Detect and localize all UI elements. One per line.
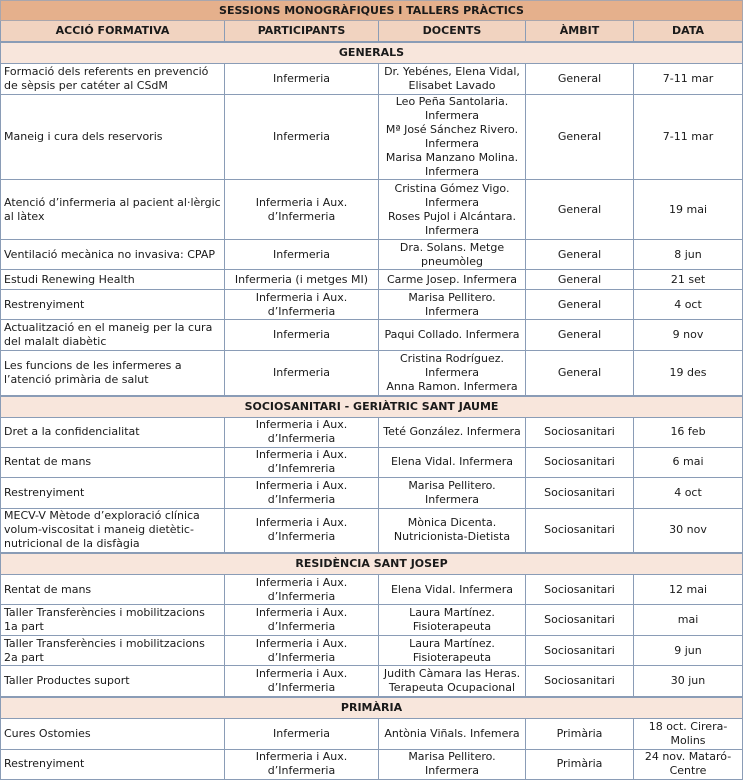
cell-data: 7-11 mar — [634, 95, 743, 180]
cell-ambit: Primària — [526, 718, 634, 749]
table-row — [1, 351, 743, 396]
cell-data: 18 oct. Cirera-Molins — [634, 718, 743, 749]
cell-docents: Elena Vidal. Infermera — [379, 447, 526, 477]
cell-participants: Infermeria i Aux. d’Infermeria — [225, 605, 379, 636]
cell-accio: Formació dels referents en prevenció de sèpsis per catéter al CSdM — [1, 64, 225, 95]
column-header-docents: DOCENTS — [379, 21, 526, 43]
cell-ambit: General — [526, 180, 634, 240]
section-title: GENERALS — [1, 42, 743, 64]
cell-participants: Infermeria i Aux. d’Infermeria — [225, 666, 379, 697]
cell-participants: Infermeria (i metges MI) — [225, 270, 379, 290]
cell-ambit: General — [526, 351, 634, 396]
cell-ambit: Sociosanitari — [526, 447, 634, 477]
cell-accio: MECV-V Mètode d’exploració clínica volum-viscositat i maneig dietètic-nutricional de la disfàgia — [1, 508, 225, 553]
section-title: RESIDÈNCIA SANT JOSEP — [1, 553, 743, 575]
table-body — [1, 42, 743, 779]
column-header-participants: PARTICIPANTS — [225, 21, 379, 43]
column-header-ambit: ÀMBIT — [526, 21, 634, 43]
cell-accio: Dret a la confidencialitat — [1, 417, 225, 447]
cell-participants: Infermeria — [225, 240, 379, 270]
cell-accio: Taller Productes suport — [1, 666, 225, 697]
cell-accio: Restrenyiment — [1, 749, 225, 779]
cell-data: 4 oct — [634, 477, 743, 508]
cell-ambit: Sociosanitari — [526, 605, 634, 636]
table-row — [1, 240, 743, 270]
cell-docents: Mònica Dicenta. Nutricionista-Dietista — [379, 508, 526, 553]
cell-data: 12 mai — [634, 575, 743, 605]
table-row — [1, 718, 743, 749]
table-row — [1, 417, 743, 447]
cell-data: 16 feb — [634, 417, 743, 447]
cell-accio: Les funcions de les infermeres a l’atenció primària de salut — [1, 351, 225, 396]
cell-participants: Infermeria i Aux. d’Infermeria — [225, 290, 379, 320]
cell-data: 9 nov — [634, 320, 743, 351]
section-header-row — [1, 396, 743, 418]
table-row — [1, 270, 743, 290]
table-row — [1, 508, 743, 553]
cell-accio: Restrenyiment — [1, 477, 225, 508]
table-row — [1, 95, 743, 180]
cell-docents: Dra. Solans. Metge pneumòleg — [379, 240, 526, 270]
table-row — [1, 290, 743, 320]
cell-docents: Dr. Yebénes, Elena Vidal, Elisabet Lavado — [379, 64, 526, 95]
cell-docents: Paqui Collado. Infermera — [379, 320, 526, 351]
cell-accio: Cures Ostomies — [1, 718, 225, 749]
table-title: SESSIONS MONOGRÀFIQUES I TALLERS PRÀCTICS — [1, 1, 743, 21]
table-row — [1, 447, 743, 477]
cell-data: 19 mai — [634, 180, 743, 240]
cell-docents: Elena Vidal. Infermera — [379, 575, 526, 605]
cell-accio: Taller Transferències i mobilitzacions 1a part — [1, 605, 225, 636]
cell-participants: Infermeria i Aux. d’Infermeria — [225, 749, 379, 779]
cell-data: 24 nov. Mataró-Centre — [634, 749, 743, 779]
cell-data: 21 set — [634, 270, 743, 290]
cell-data: 9 jun — [634, 636, 743, 666]
column-header-data: DATA — [634, 21, 743, 43]
cell-docents: Leo Peña Santolaria. Infermera Mª José Sánchez Rivero. Infermera Marisa Manzano Molina. Infermera — [379, 95, 526, 180]
section-header-row — [1, 697, 743, 719]
table-title-row — [1, 1, 743, 21]
section-header-row — [1, 553, 743, 575]
table-row — [1, 575, 743, 605]
cell-participants: Infermeria — [225, 718, 379, 749]
cell-docents: Cristina Rodríguez. Infermera Anna Ramon. Infermera — [379, 351, 526, 396]
table-row — [1, 636, 743, 666]
cell-participants: Infermeria — [225, 64, 379, 95]
table-row — [1, 180, 743, 240]
cell-docents: Laura Martínez. Fisioterapeuta — [379, 605, 526, 636]
cell-accio: Estudi Renewing Health — [1, 270, 225, 290]
cell-accio: Ventilació mecànica no invasiva: CPAP — [1, 240, 225, 270]
cell-accio: Rentat de mans — [1, 447, 225, 477]
cell-ambit: General — [526, 95, 634, 180]
table-row — [1, 320, 743, 351]
cell-data: 4 oct — [634, 290, 743, 320]
cell-ambit: Primària — [526, 749, 634, 779]
cell-ambit: General — [526, 320, 634, 351]
column-header-row — [1, 21, 743, 43]
cell-data: 30 nov — [634, 508, 743, 553]
cell-docents: Marisa Pellitero. Infermera — [379, 290, 526, 320]
cell-data: 8 jun — [634, 240, 743, 270]
cell-participants: Infermeria i Aux. d’Infermeria — [225, 180, 379, 240]
cell-accio: Taller Transferències i mobilitzacions 2a part — [1, 636, 225, 666]
cell-ambit: Sociosanitari — [526, 477, 634, 508]
cell-ambit: General — [526, 290, 634, 320]
cell-docents: Marisa Pellitero. Infermera — [379, 477, 526, 508]
cell-participants: Infermeria i Aux. d’Infemreria — [225, 447, 379, 477]
cell-participants: Infermeria i Aux. d’Infermeria — [225, 508, 379, 553]
section-header-row — [1, 42, 743, 64]
cell-data: 7-11 mar — [634, 64, 743, 95]
cell-docents: Carme Josep. Infermera — [379, 270, 526, 290]
cell-participants: Infermeria i Aux. d’Infermeria — [225, 575, 379, 605]
cell-ambit: General — [526, 240, 634, 270]
cell-data: mai — [634, 605, 743, 636]
cell-participants: Infermeria i Aux. d’Infermeria — [225, 477, 379, 508]
table-row — [1, 666, 743, 697]
cell-docents: Antònia Viñals. Infemera — [379, 718, 526, 749]
cell-ambit: Sociosanitari — [526, 417, 634, 447]
cell-data: 19 des — [634, 351, 743, 396]
cell-participants: Infermeria — [225, 320, 379, 351]
cell-ambit: Sociosanitari — [526, 636, 634, 666]
cell-participants: Infermeria i Aux. d’Infermeria — [225, 636, 379, 666]
cell-data: 6 mai — [634, 447, 743, 477]
cell-ambit: General — [526, 270, 634, 290]
table-row — [1, 64, 743, 95]
cell-participants: Infermeria — [225, 95, 379, 180]
table-row — [1, 749, 743, 779]
cell-accio: Rentat de mans — [1, 575, 225, 605]
cell-ambit: General — [526, 64, 634, 95]
cell-data: 30 jun — [634, 666, 743, 697]
cell-accio: Restrenyiment — [1, 290, 225, 320]
section-title: PRIMÀRIA — [1, 697, 743, 719]
cell-participants: Infermeria i Aux. d’Infermeria — [225, 417, 379, 447]
table-row — [1, 477, 743, 508]
cell-ambit: Sociosanitari — [526, 575, 634, 605]
cell-accio: Atenció d’infermeria al pacient al·lèrgic al làtex — [1, 180, 225, 240]
cell-docents: Marisa Pellitero. Infermera — [379, 749, 526, 779]
column-header-accio: ACCIÓ FORMATIVA — [1, 21, 225, 43]
cell-docents: Laura Martínez. Fisioterapeuta — [379, 636, 526, 666]
section-title: SOCIOSANITARI - GERIÀTRIC SANT JAUME — [1, 396, 743, 418]
cell-ambit: Sociosanitari — [526, 508, 634, 553]
cell-accio: Actualització en el maneig per la cura del malalt diabètic — [1, 320, 225, 351]
cell-ambit: Sociosanitari — [526, 666, 634, 697]
cell-docents: Judith Càmara las Heras. Terapeuta Ocupacional — [379, 666, 526, 697]
cell-docents: Teté González. Infermera — [379, 417, 526, 447]
cell-accio: Maneig i cura dels reservoris — [1, 95, 225, 180]
cell-docents: Cristina Gómez Vigo. Infermera Roses Pujol i Alcántara. Infermera — [379, 180, 526, 240]
table-row — [1, 605, 743, 636]
cell-participants: Infermeria — [225, 351, 379, 396]
